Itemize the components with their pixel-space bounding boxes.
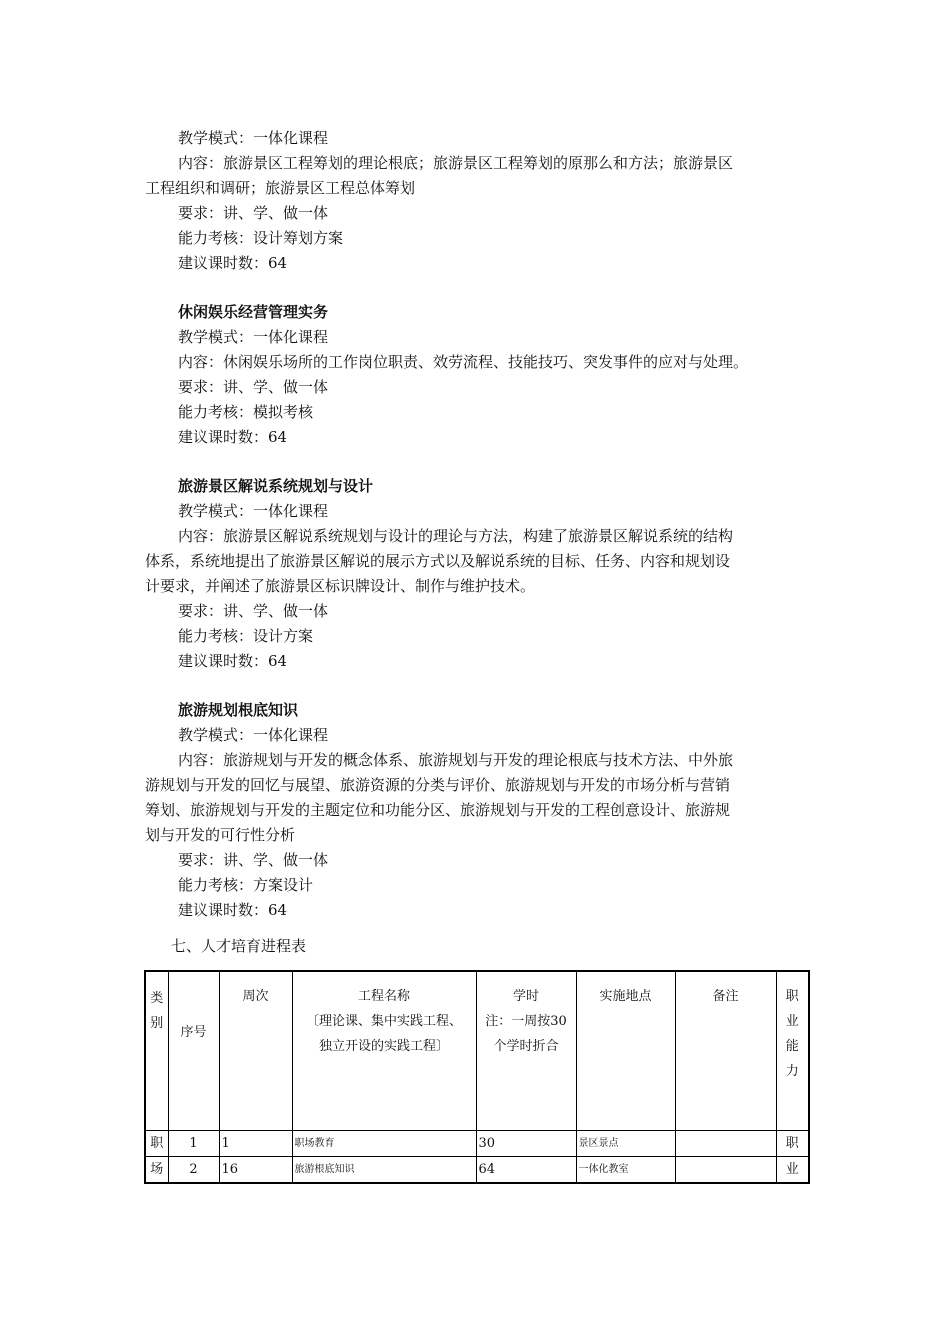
cell-note — [675, 1157, 776, 1184]
header-category-text: 类别 — [150, 991, 164, 1031]
cell-place: 景区景点 — [576, 1131, 675, 1157]
cell-seq: 1 — [168, 1131, 219, 1157]
course-title: 旅游规划根底知识 — [178, 701, 299, 719]
hours-text: 建议课时数：64 — [178, 652, 288, 670]
header-week: 周次 — [219, 971, 292, 1131]
table-row — [145, 1157, 809, 1184]
content-text: 内容：旅游景区解说系统规划与设计的理论与方法，构建了旅游景区解说系统的结构 — [178, 527, 734, 545]
cell-note — [675, 1131, 776, 1157]
header-project-name — [292, 971, 476, 1131]
cell-category: 职 — [145, 1131, 168, 1157]
header-ability — [776, 971, 809, 1131]
cell-place: 一体化教室 — [576, 1157, 675, 1184]
course-title: 旅游景区解说系统规划与设计 — [178, 477, 374, 495]
cell-hours: 64 — [476, 1157, 576, 1184]
content-text: 游规划与开发的回忆与展望、旅游资源的分类与评价、旅游规划与开发的市场分析与营销 — [145, 776, 731, 794]
requirement-text: 要求：讲、学、做一体 — [178, 851, 329, 869]
course-title: 休闲娱乐经营管理实务 — [178, 303, 329, 321]
cell-week: 16 — [219, 1157, 292, 1184]
header-hours-line1: 学时 — [512, 989, 539, 1004]
cell-project-name: 职场教育 — [292, 1131, 476, 1157]
content-text: 筹划、旅游规划与开发的主题定位和功能分区、旅游规划与开发的工程创意设计、旅游规 — [145, 801, 731, 819]
teaching-mode: 教学模式：一体化课程 — [178, 129, 329, 147]
cell-seq: 2 — [168, 1157, 219, 1184]
hours-text: 建议课时数：64 — [178, 428, 288, 446]
teaching-mode: 教学模式：一体化课程 — [178, 726, 329, 744]
table-row — [145, 1131, 809, 1157]
hours-text: 建议课时数：64 — [178, 254, 288, 272]
requirement-text: 要求：讲、学、做一体 — [178, 204, 329, 222]
assessment-text: 能力考核：设计筹划方案 — [178, 229, 344, 247]
content-text: 内容：旅游规划与开发的概念体系、旅游规划与开发的理论根底与技术方法、中外旅 — [178, 751, 734, 769]
header-hours — [476, 971, 576, 1131]
content-text: 内容：旅游景区工程筹划的理论根底；旅游景区工程筹划的原那么和方法；旅游景区 — [178, 154, 734, 172]
assessment-text: 能力考核：方案设计 — [178, 876, 314, 894]
cell-ability: 职 — [776, 1131, 809, 1157]
requirement-text: 要求：讲、学、做一体 — [178, 378, 329, 396]
section-title: 七、人才培育进程表 — [171, 937, 307, 955]
header-name-line2: 〔理论课、集中实践工程、 — [305, 1014, 462, 1029]
table-header-row — [145, 971, 809, 1131]
content-text: 工程组织和调研；旅游景区工程总体筹划 — [145, 179, 416, 197]
cell-week: 1 — [219, 1131, 292, 1157]
content-text: 划与开发的可行性分析 — [145, 826, 296, 844]
content-text: 内容：休闲娱乐场所的工作岗位职责、效劳流程、技能技巧、突发事件的应对与处理。 — [178, 353, 749, 371]
cell-category: 场 — [145, 1157, 168, 1184]
header-name-line1: 工程名称 — [357, 989, 410, 1004]
header-note: 备注 — [675, 971, 776, 1131]
header-ability-text: 职业能力 — [785, 989, 799, 1079]
teaching-mode: 教学模式：一体化课程 — [178, 328, 329, 346]
hours-text: 建议课时数：64 — [178, 901, 288, 919]
requirement-text: 要求：讲、学、做一体 — [178, 602, 329, 620]
assessment-text: 能力考核：设计方案 — [178, 627, 314, 645]
header-hours-line3: 个学时折合 — [493, 1039, 559, 1054]
content-text: 体系，系统地提出了旅游景区解说的展示方式以及解说系统的目标、任务、内容和规划设 — [145, 552, 731, 570]
assessment-text: 能力考核：模拟考核 — [178, 403, 314, 421]
training-schedule-table — [144, 970, 810, 1184]
cell-hours: 30 — [476, 1131, 576, 1157]
header-seq: 序号 — [168, 971, 219, 1131]
header-category — [145, 971, 168, 1131]
header-name-line3: 独立开设的实践工程〕 — [318, 1039, 449, 1054]
cell-ability: 业 — [776, 1157, 809, 1184]
content-text: 计要求，并阐述了旅游景区标识牌设计、制作与维护技术。 — [145, 577, 536, 595]
header-place: 实施地点 — [576, 971, 675, 1131]
cell-project-name: 旅游根底知识 — [292, 1157, 476, 1184]
teaching-mode: 教学模式：一体化课程 — [178, 502, 329, 520]
header-hours-line2: 注：一周按30 — [485, 1014, 567, 1029]
